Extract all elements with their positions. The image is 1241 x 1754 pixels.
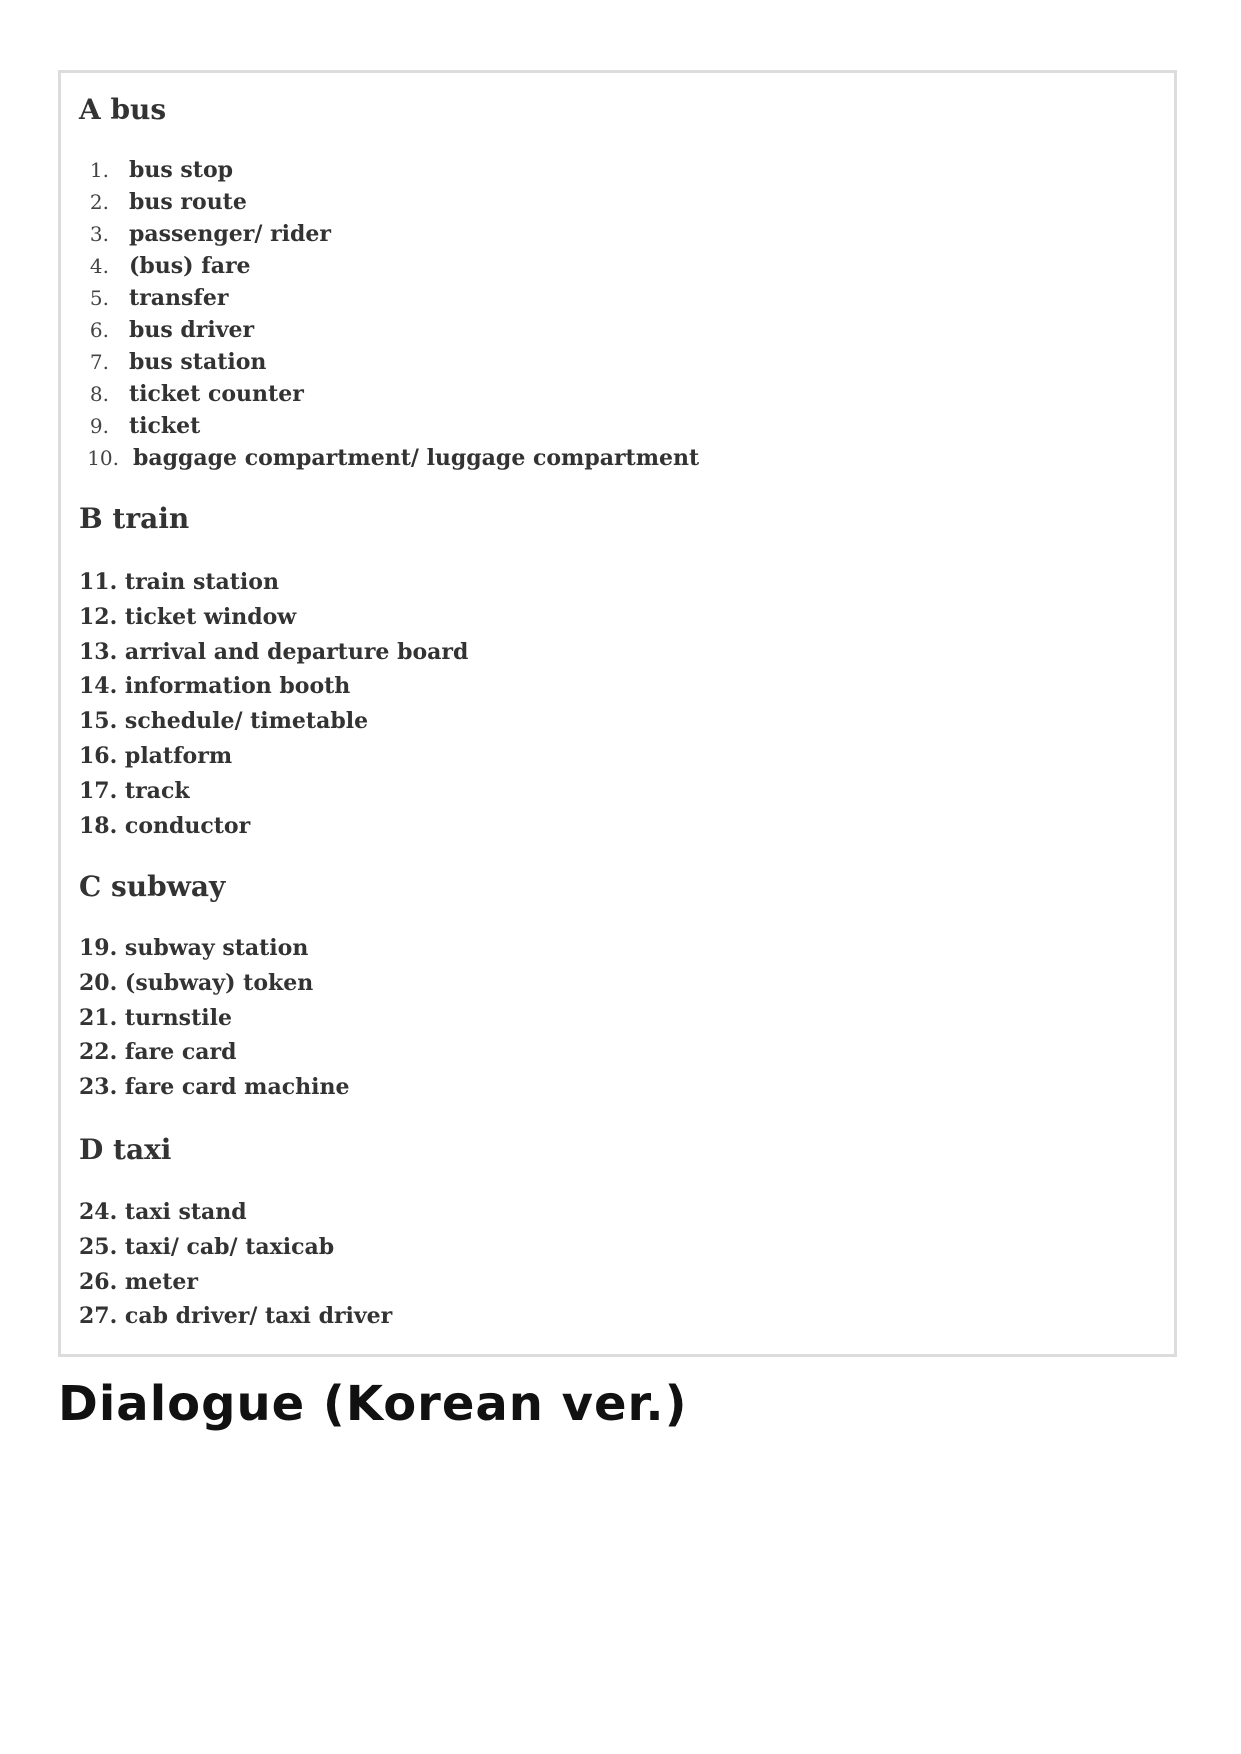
section-title-taxi: D taxi: [79, 1133, 172, 1166]
list-item: 12. ticket window: [79, 603, 297, 630]
list-item: 24. taxi stand: [79, 1199, 247, 1225]
list-item: 11. train station: [79, 569, 279, 595]
list-item: 26. meter: [79, 1268, 198, 1295]
list-item: 17. track: [79, 777, 190, 804]
section-title-subway: C subway: [79, 870, 226, 903]
list-item: 19. subway station: [79, 935, 309, 961]
list-item: 18. conductor: [79, 812, 251, 839]
list-item: 22. fare card: [79, 1039, 237, 1066]
list-item: 21. turnstile: [79, 1004, 232, 1031]
list-item: 27. cab driver/ taxi driver: [79, 1303, 393, 1330]
list-item: 25. taxi/ cab/ taxicab: [79, 1233, 335, 1260]
subway-vocabulary-list: [79, 931, 349, 1105]
list-item: 15. schedule/ timetable: [79, 708, 369, 735]
dialogue-heading: Dialogue (Korean ver.): [58, 1376, 688, 1432]
train-vocabulary-list: [79, 565, 468, 843]
list-item: 13. arrival and departure board: [79, 638, 469, 665]
taxi-vocabulary-list: [79, 1195, 392, 1334]
list-item: 16. platform: [79, 742, 233, 769]
list-item: 14. information booth: [79, 673, 351, 700]
list-item: 23. fare card machine: [79, 1074, 350, 1101]
list-item: 20. (subway) token: [79, 969, 314, 996]
section-title-bus: A bus: [79, 93, 167, 126]
section-title-train: B train: [79, 502, 190, 535]
